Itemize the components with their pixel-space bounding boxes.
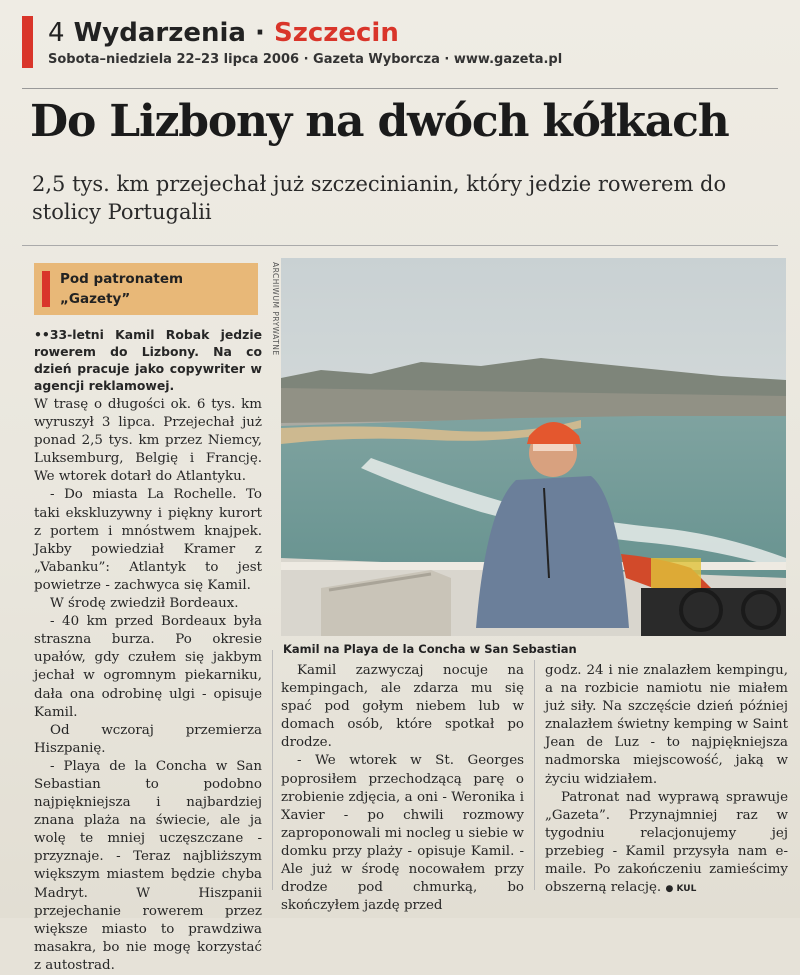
- paragraph: - Do miasta La Rochelle. To taki ekskluzywny i piękny kurort z portem i mnóstwem knajpek. Jakby powiedział Kramer z „Vabanku”: Atlantyk to jest powietrze - zachwyca się Kamil.: [34, 487, 262, 593]
- beach-photo-illustration: [281, 258, 786, 636]
- patronage-accent-bar: [42, 271, 50, 307]
- article-subheadline: 2,5 tys. km przejechał już szczecinianin, który jedzie rowerem do stolicy Portugalii: [32, 172, 727, 224]
- paragraph-text: Patronat nad wyprawą sprawuje „Gazeta”. Przynajmniej raz w tygodniu relacjonujemy jej przebieg - Kamil przysyła nam e-maile. Po zakończeniu zamieścimy obszerną relację.: [545, 789, 788, 896]
- subhead-divider: [22, 245, 778, 246]
- section-accent-bar: [22, 16, 33, 68]
- patronage-text: [60, 269, 183, 309]
- paragraph: - 40 km przed Bordeaux była straszna burza. Po okresie upałów, gdy czułem się jakbym jechał w ogromnym piekarniku, dała ona odrobinę ulgi - opisuje Kamil.: [34, 614, 262, 720]
- section-city: Szczecin: [273, 18, 399, 48]
- article-column-1: [34, 326, 262, 975]
- column-rule: [534, 660, 535, 890]
- patronage-box: [34, 263, 258, 315]
- paragraph: W środę zwiedził Bordeaux.: [50, 596, 239, 612]
- article-column-2: [281, 662, 524, 915]
- paragraph: W trasę o długości ok. 6 tys. km wyruszył 3 lipca. Przejechał już ponad 2,5 tys. km przez Niemcy, Luksemburg, Belgię i Francję. We wtorek dotarł do Atlantyku.: [34, 397, 262, 485]
- patronage-label-1: Pod patronatem: [60, 271, 184, 287]
- section-separator: ·: [255, 18, 265, 48]
- paragraph: Kamil zazwyczaj nocuje na kempingach, ale zdarza mu się spać pod gołym niebem lub w domach osób, które spotkał po drodze.: [281, 663, 524, 751]
- article-headline: Do Lizbony na dwóch kółkach: [30, 96, 729, 147]
- header-divider: [22, 88, 778, 89]
- article-column-3: [545, 662, 788, 898]
- section-header: [48, 18, 399, 48]
- column-rule: [272, 650, 273, 890]
- article-photo: [281, 258, 786, 636]
- paragraph: Od wczoraj przemierza Hiszpanię.: [34, 722, 262, 756]
- author-signature: ● KUL: [665, 884, 697, 895]
- photo-caption: Kamil na Playa de la Concha w San Sebastian: [283, 642, 577, 656]
- page-number: 4: [48, 18, 65, 48]
- photo-credit: [268, 262, 280, 377]
- paragraph: godz. 24 i nie znalazłem kempingu, a na rozbicie namiotu nie miałem już siły. Na szczęście dzień później znalazłem świetny kemping w Saint Jean de Luz - to najpiękniejsza nadmorska miejscowość, jaką w życiu widziałem.: [545, 663, 788, 787]
- paragraph: - We wtorek w St. Georges poprosiłem przechodzącą parę o zrobienie zdjęcia, a oni - Weronika i Xavier - po chwili rozmowy zaproponowali mi nocleg u siebie w domku przy plaży - opisuje Kamil. - Ale już w środę nocowałem przy drodze pod chmurką, bo skończyłem jazdę przed: [281, 753, 524, 914]
- patronage-label-2: „Gazety”: [60, 291, 131, 307]
- paragraph: - Playa de la Concha w San Sebastian to podobno najpiękniejsza i najbardziej znana plaża na świecie, ale ja wolę te mniej uczęszczane - przyznaje. - Teraz najbliższym większym miastem będzie chyba Madryt. W Hiszpanii przejechanie rowerem przez większe miasto to prawdziwa masakra, bo nie mogę korzystać z autostrad.: [34, 758, 262, 973]
- photo-credit-text: ARCHIWUM PRYWATNE: [271, 262, 280, 356]
- paragraph: [545, 789, 788, 899]
- article-lead: ••33-letni Kamil Robak jedzie rowerem do Lizbony. Na co dzień pracuje jako copywriter w agencji reklamowej.: [34, 327, 262, 393]
- dateline: Sobota–niedziela 22–23 lipca 2006 · Gazeta Wyborcza · www.gazeta.pl: [48, 52, 563, 67]
- section-name: Wydarzenia: [73, 18, 246, 48]
